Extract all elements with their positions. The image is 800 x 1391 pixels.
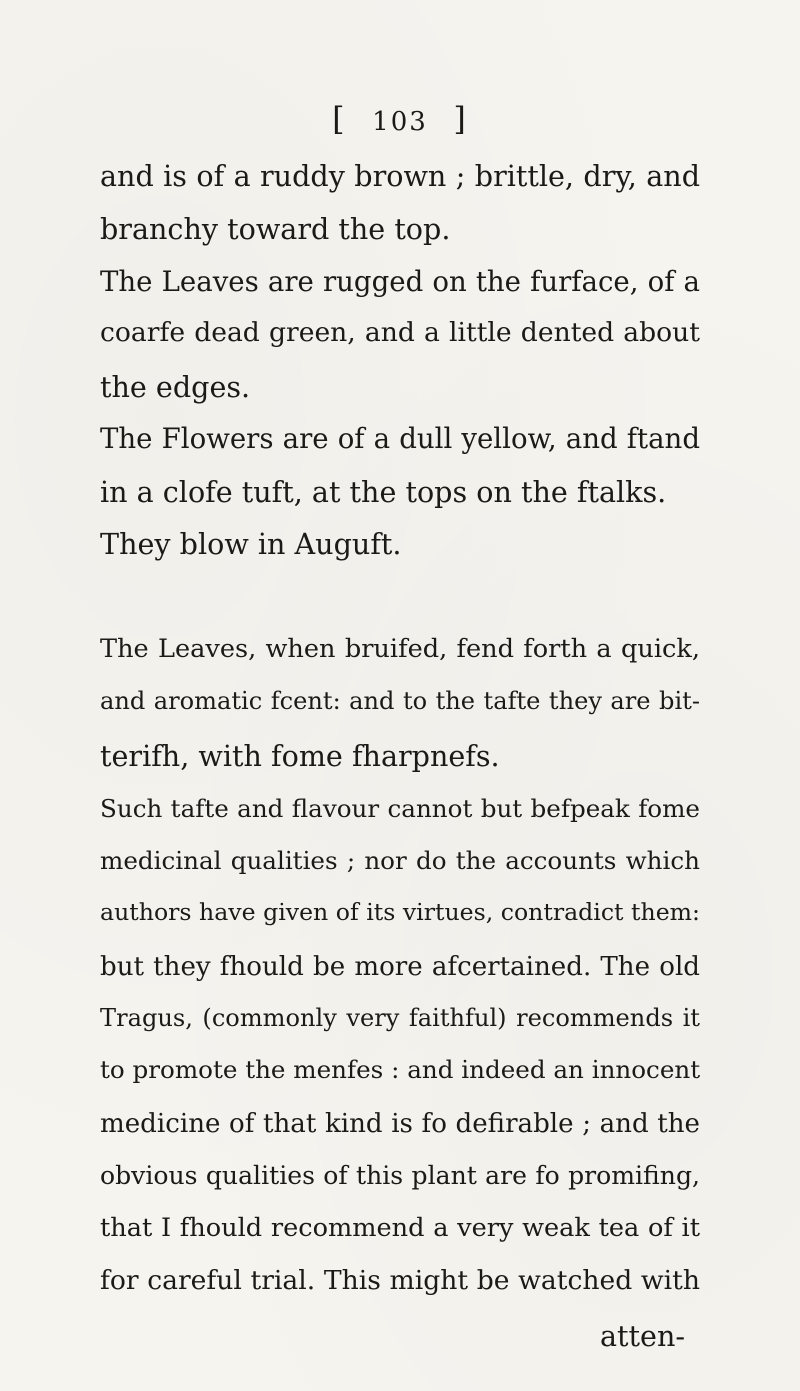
text-line: coarfe dead green, and a little dented about — [100, 317, 700, 348]
text-line: Tragus, (commonly very faithful) recommends it — [100, 1004, 700, 1032]
header-close-bracket: ] — [453, 100, 468, 138]
text-line: and aromatic fcent: and to the tafte they are bit- — [100, 687, 700, 715]
header-open-bracket: [ — [332, 100, 347, 138]
text-line: terifh, with fome fharpnefs. — [100, 739, 500, 773]
text-line: The Leaves, when bruifed, fend forth a quick, — [100, 634, 700, 664]
text-line: The Leaves are rugged on the furface, of a — [100, 265, 700, 298]
page-header — [0, 100, 800, 138]
text-line: to promote the menfes : and indeed an innocent — [100, 1055, 701, 1084]
text-line: They blow in Auguft. — [100, 527, 402, 561]
text-line: Such tafte and flavour cannot but befpeak fome — [100, 794, 700, 823]
text-line: and is of a ruddy brown ; brittle, dry, and — [100, 159, 700, 193]
text-line: medicinal qualities ; nor do the accounts which — [100, 846, 700, 875]
text-line: branchy toward the top. — [100, 212, 451, 246]
text-line: for careful trial. This might be watched with — [100, 1265, 700, 1296]
text-line: the edges. — [100, 370, 251, 404]
text-line: medicine of that kind is fo defirable ; and the — [100, 1109, 700, 1139]
text-line: authors have given of its virtues, contradict them: — [100, 898, 700, 926]
page-number: 103 — [372, 107, 428, 137]
text-line: obvious qualities of this plant are fo promifing, — [100, 1161, 700, 1190]
text-line: but they fhould be more afcertained. The old — [100, 952, 700, 982]
text-line: that I fhould recommend a very weak tea of it — [100, 1213, 700, 1243]
catchword: atten- — [600, 1319, 686, 1353]
text-line: The Flowers are of a dull yellow, and ftand — [100, 422, 700, 455]
text-line: in a clofe tuft, at the tops on the ftalks. — [100, 475, 667, 509]
